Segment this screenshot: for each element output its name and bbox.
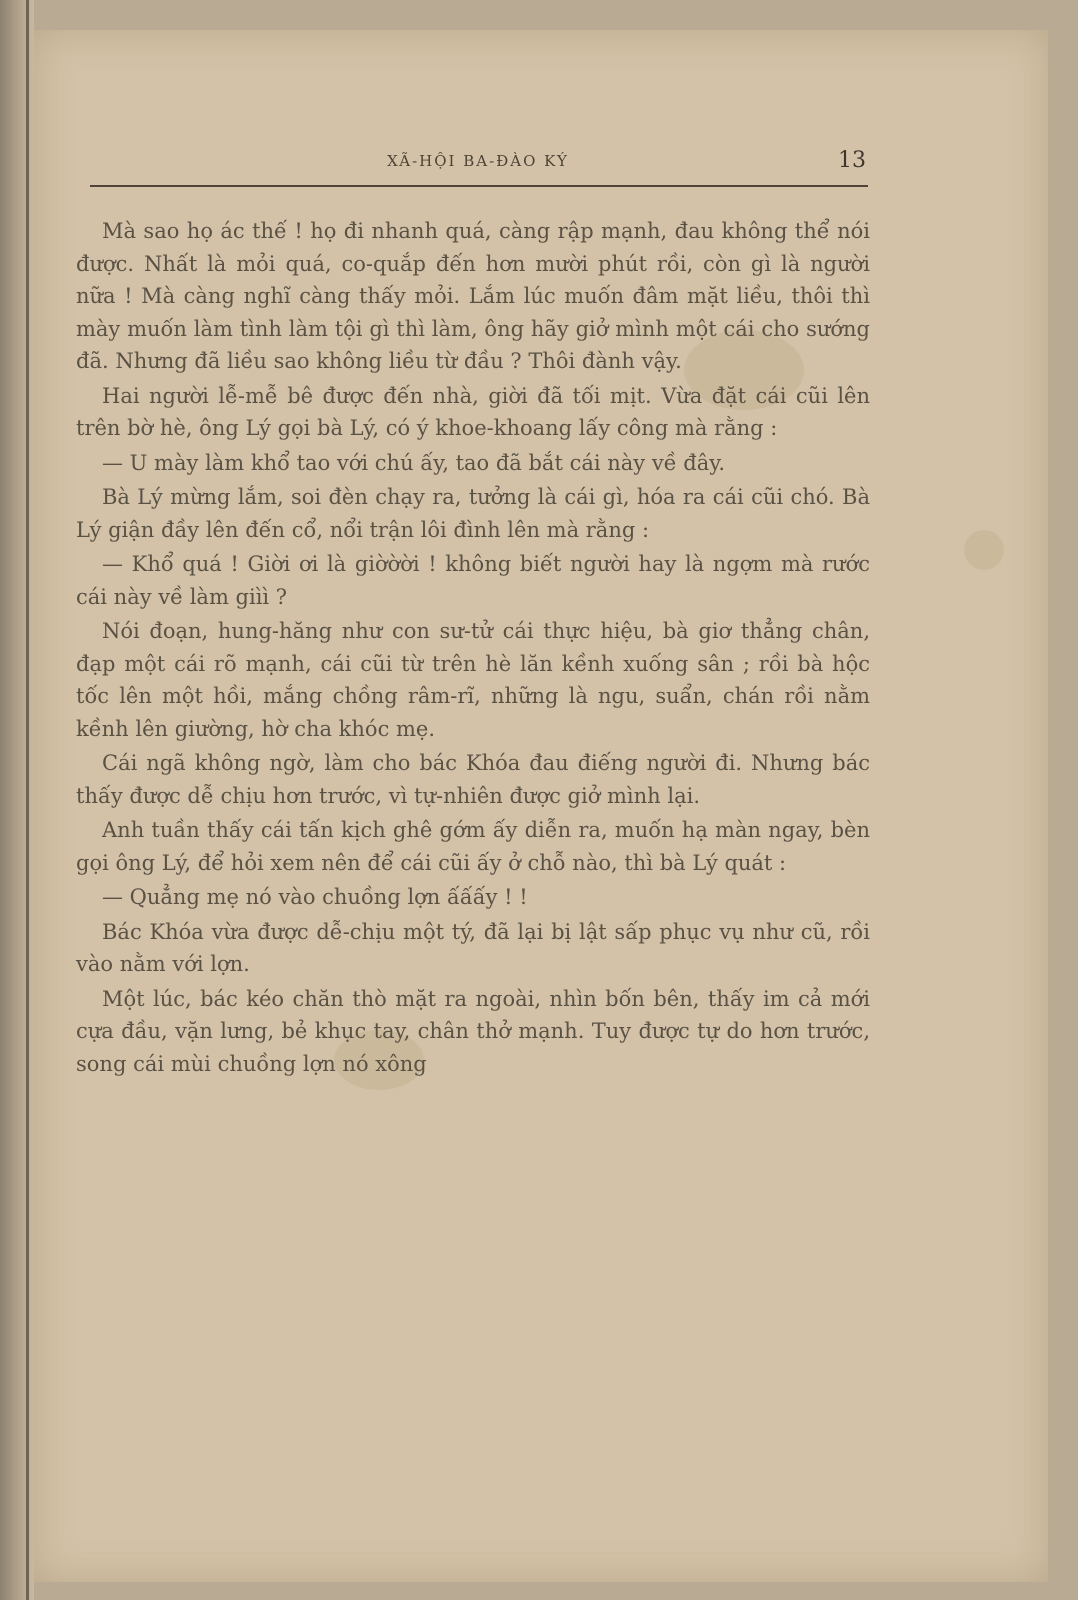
running-header <box>90 148 866 182</box>
dialogue-line: — U mày làm khổ tao với chú ấy, tao đã bắt cái này về đây. <box>102 450 725 475</box>
running-title: XÃ-HỘI BA-ĐÀO KÝ <box>387 152 569 170</box>
binding-line <box>26 0 29 1600</box>
page-number: 13 <box>838 148 866 173</box>
paragraph: Cái ngã không ngờ, làm cho bác Khóa đau điếng người đi. Nhưng bác thấy được dễ chịu hơn trước, vì tự-nhiên được giở mình lại. <box>76 751 870 808</box>
dialogue-line: — Quẳng mẹ nó vào chuồng lợn ấấấy ! ! <box>102 885 528 909</box>
paragraph: Nói đoạn, hung-hăng như con sư-tử cái thực hiệu, bà giơ thẳng chân, đạp một cái rõ mạnh, cái cũi từ trên hè lăn kềnh xuống sân ; rồi bà hộc tốc lên một hồi, mắng chồng râm-rĩ, những là ngu, suẩn, chán rồi nằm kềnh lên giường, hờ cha khóc mẹ. <box>76 619 870 741</box>
paragraph: Một lúc, bác kéo chăn thò mặt ra ngoài, nhìn bốn bên, thấy im cả mới cựa đầu, vặn lưng, bẻ khục tay, chân thở mạnh. Tuy được tự do hơn trước, song cái mùi chuồng lợn nó xông <box>76 986 870 1076</box>
body-text <box>76 215 870 1082</box>
paragraph: Bác Khóa vừa được dễ-chịu một tý, đã lại bị lật sấp phục vụ như cũ, rồi vào nằm với lợn. <box>76 919 870 976</box>
paper-stain <box>964 530 1004 570</box>
paragraph: Mà sao họ ác thế ! họ đi nhanh quá, càng rập mạnh, đau không thể nói được. Nhất là mỏi quá, co-quắp đến hơn mười phút rồi, còn gì là người nữa ! Mà càng nghĩ càng thấy mỏi. Lắm lúc muốn đâm mặt liều, thôi thì mày muốn làm tình làm tội gì thì làm, ông hãy giở mình một cái cho sướng đã. Nhưng đã liều sao không liều từ đầu ? Thôi đành vậy. <box>76 219 870 373</box>
dialogue-line: — Khổ quá ! Giời ơi là giờờời ! không biết người hay là ngợm mà rước cái này về làm giìì ? <box>76 552 870 609</box>
paragraph: Hai người lễ-mễ bê được đến nhà, giời đã tối mịt. Vừa đặt cái cũi lên trên bờ hè, ông Lý gọi bà Lý, có ý khoe-khoang lấy công mà rằng : <box>76 383 870 440</box>
paragraph: Bà Lý mừng lắm, soi đèn chạy ra, tưởng là cái gì, hóa ra cái cũi chó. Bà Lý giận đầy lên đến cổ, nổi trận lôi đình lên mà rằng : <box>76 485 870 542</box>
header-rule <box>90 185 868 187</box>
paragraph: Anh tuần thấy cái tấn kịch ghê gớm ấy diễn ra, muốn hạ màn ngay, bèn gọi ông Lý, để hỏi xem nên để cái cũi ấy ở chỗ nào, thì bà Lý quát : <box>76 818 870 875</box>
